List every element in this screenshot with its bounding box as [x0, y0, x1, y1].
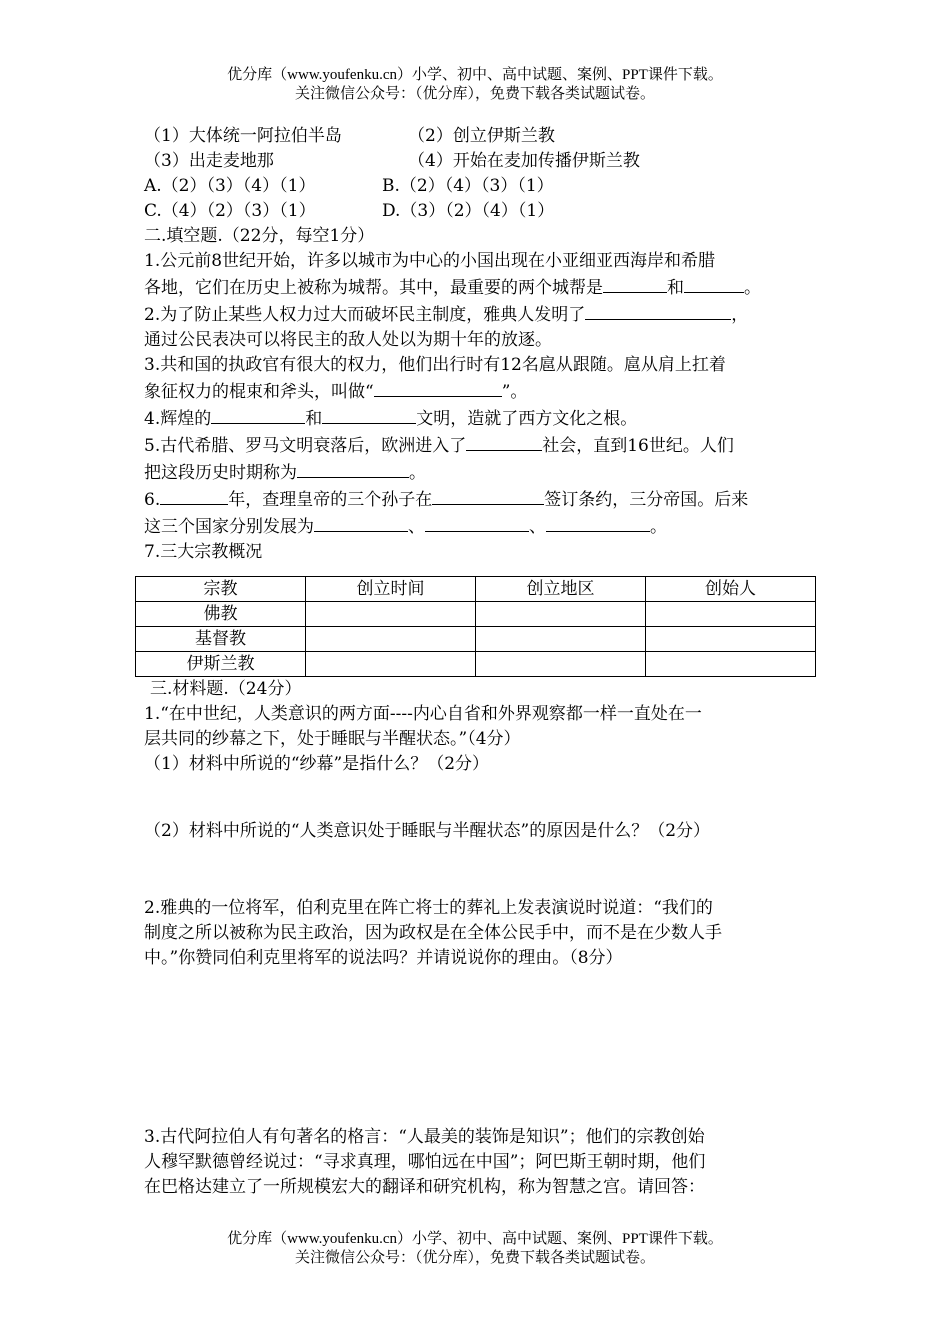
answer-space: [144, 971, 824, 1125]
q1-blank-1[interactable]: [603, 274, 667, 293]
option-4: （4）开始在麦加传播伊斯兰教: [408, 151, 640, 171]
choice-a: A.（2）（3）（4）（1）: [144, 176, 316, 196]
table-header-row: [136, 577, 816, 602]
religions-table: [135, 576, 816, 677]
q5-blank-1[interactable]: [466, 432, 542, 451]
m3-line-2: 人穆罕默德曾经说过：“寻求真理，哪怕远在中国”；阿巴斯王朝时期，他们: [144, 1152, 706, 1172]
table-row: [136, 652, 816, 677]
table-answer-cell[interactable]: [476, 627, 646, 652]
q6-blank-year[interactable]: [160, 486, 228, 505]
m1-question-2: （2）材料中所说的“人类意识处于睡眠与半醒状态”的原因是什么？（2分）: [144, 821, 711, 841]
choice-b: B.（2）（4）（3）（1）: [382, 176, 554, 196]
section-2-title: 二.填空题.（22分，每空1分）: [144, 226, 375, 246]
m3-line-3: 在巴格达建立了一所规模宏大的翻译和研究机构，称为智慧之宫。请回答：: [144, 1177, 705, 1197]
table-answer-cell[interactable]: [306, 652, 476, 677]
q6-cont: 签订条约，三分帝国。后来: [544, 490, 749, 510]
q5-text-2: 把这段历史时期称为: [144, 463, 297, 483]
q1-text: 各地，它们在历史上被称为城帮。其中，最重要的两个城帮是: [144, 278, 603, 298]
table-header-cell: 创始人: [646, 577, 816, 602]
m3-line-1: 3.古代阿拉伯人有句著名的格言：“人最美的装饰是知识”；他们的宗教创始: [144, 1127, 705, 1147]
q6-num: 6.: [144, 490, 161, 510]
q3-end: ”。: [501, 382, 528, 402]
q5-line-1: [144, 432, 824, 459]
q6-sep-1: 、: [408, 517, 425, 537]
answer-space: [144, 777, 824, 819]
q2-comma: ，: [731, 305, 749, 325]
choice-c: C.（4）（2）（3）（1）: [144, 201, 316, 221]
q1-line-2: [144, 274, 824, 301]
q6-sep-2: 、: [529, 517, 546, 537]
m2-line-1: 2.雅典的一位将军，伯利克里在阵亡将士的葬礼上发表演说时说道：“我们的: [144, 898, 713, 918]
q1-blank-2[interactable]: [684, 274, 744, 293]
q4-blank-1[interactable]: [211, 405, 305, 424]
q1-and: 和: [667, 278, 684, 298]
q4-text: 4.辉煌的: [144, 409, 212, 429]
table-row: [136, 602, 816, 627]
option-1: （1）大体统一阿拉伯半岛: [144, 126, 342, 146]
q3-line-1: 3.共和国的执政官有很大的权力，他们出行时有12名扈从跟随。扈从肩上扛着: [144, 355, 726, 375]
q2-blank[interactable]: [585, 301, 731, 320]
header-line-2: 关注微信公众号：（优分库），免费下载各类试题试卷。: [294, 86, 655, 102]
q6-text: 年，查理皇帝的三个孙子在: [228, 490, 433, 510]
m1-question-1: （1）材料中所说的“纱幕”是指什么？（2分）: [144, 754, 490, 774]
answer-space: [144, 844, 824, 896]
q1-line-1: 1.公元前8世纪开始，许多以城市为中心的小国出现在小亚细亚西海岸和希腊: [144, 251, 716, 271]
options-row-2: [144, 149, 824, 174]
q7-line: 7.三大宗教概况: [144, 542, 263, 562]
q6-line-1: [144, 486, 824, 513]
footer-line-2: 关注微信公众号：（优分库），免费下载各类试题试卷。: [294, 1250, 655, 1266]
q6-text-2: 这三个国家分别发展为: [144, 517, 314, 537]
table-answer-cell[interactable]: [476, 602, 646, 627]
q2-line-1: [144, 301, 824, 328]
table-header-cell: 创立时间: [306, 577, 476, 602]
section-3-title: 三.材料题.（24分）: [150, 679, 302, 699]
q3-line-2: [144, 378, 824, 405]
page-footer: [0, 1230, 950, 1268]
q5-line-2: [144, 459, 824, 486]
q6-end: 。: [650, 517, 667, 537]
q6-blank-country-1[interactable]: [314, 513, 408, 532]
q6-blank-place[interactable]: [432, 486, 544, 505]
table-answer-cell[interactable]: [646, 627, 816, 652]
q2-line-2: 通过公民表决可以将民主的敌人处以为期十年的放逐。: [144, 330, 552, 350]
q4-line: [144, 405, 824, 432]
q3-blank[interactable]: [374, 378, 502, 397]
table-header-cell: 创立地区: [476, 577, 646, 602]
q4-blank-2[interactable]: [322, 405, 416, 424]
q5-end: 。: [409, 463, 426, 483]
q5-blank-2[interactable]: [297, 459, 409, 478]
table-row-label: 佛教: [136, 602, 306, 627]
header-line-1: 优分库（www.youfenku.cn）小学、初中、高中试题、案例、PPT课件下载。: [227, 67, 723, 83]
table-answer-cell[interactable]: [306, 602, 476, 627]
table-row: [136, 627, 816, 652]
q6-line-2: [144, 513, 824, 540]
m2-line-2: 制度之所以被称为民主政治，因为政权是在全体公民手中，而不是在少数人手: [144, 923, 722, 943]
q4-and: 和: [305, 409, 323, 429]
q6-blank-country-3[interactable]: [546, 513, 650, 532]
option-2: （2）创立伊斯兰教: [408, 126, 555, 146]
table-header-cell: 宗教: [136, 577, 306, 602]
table-answer-cell[interactable]: [476, 652, 646, 677]
option-3: （3）出走麦地那: [144, 151, 274, 171]
choice-d: D.（3）（2）（4）（1）: [382, 201, 555, 221]
m2-line-3: 中。”你赞同伯利克里将军的说法吗？并请说说你的理由。（8分）: [144, 948, 623, 968]
choices-row-2: [144, 199, 824, 224]
m1-line-2: 层共同的纱幕之下，处于睡眠与半醒状态。”（4分）: [144, 729, 521, 749]
choices-row-1: [144, 174, 824, 199]
page-header: [0, 66, 950, 104]
options-row-1: [144, 124, 824, 149]
table-answer-cell[interactable]: [646, 602, 816, 627]
table-row-label: 伊斯兰教: [136, 652, 306, 677]
table-answer-cell[interactable]: [646, 652, 816, 677]
q3-text: 象征权力的棍束和斧头，叫做“: [144, 382, 374, 402]
q6-blank-country-2[interactable]: [425, 513, 529, 532]
q5-cont: 社会，直到16世纪。人们: [542, 436, 734, 456]
q4-end: 文明，造就了西方文化之根。: [416, 409, 638, 429]
table-row-label: 基督教: [136, 627, 306, 652]
q5-text: 5.古代希腊、罗马文明衰落后，欧洲进入了: [144, 436, 467, 456]
m1-line-1: 1.“在中世纪，人类意识的两方面----内心自省和外界观察都一样一直处在一: [144, 704, 702, 724]
q2-text: 2.为了防止某些人权力过大而破坏民主制度，雅典人发明了: [144, 305, 586, 325]
table-answer-cell[interactable]: [306, 627, 476, 652]
q1-end: 。: [744, 278, 761, 298]
footer-line-1: 优分库（www.youfenku.cn）小学、初中、高中试题、案例、PPT课件下载。: [227, 1231, 723, 1247]
document-body: [144, 124, 824, 1200]
